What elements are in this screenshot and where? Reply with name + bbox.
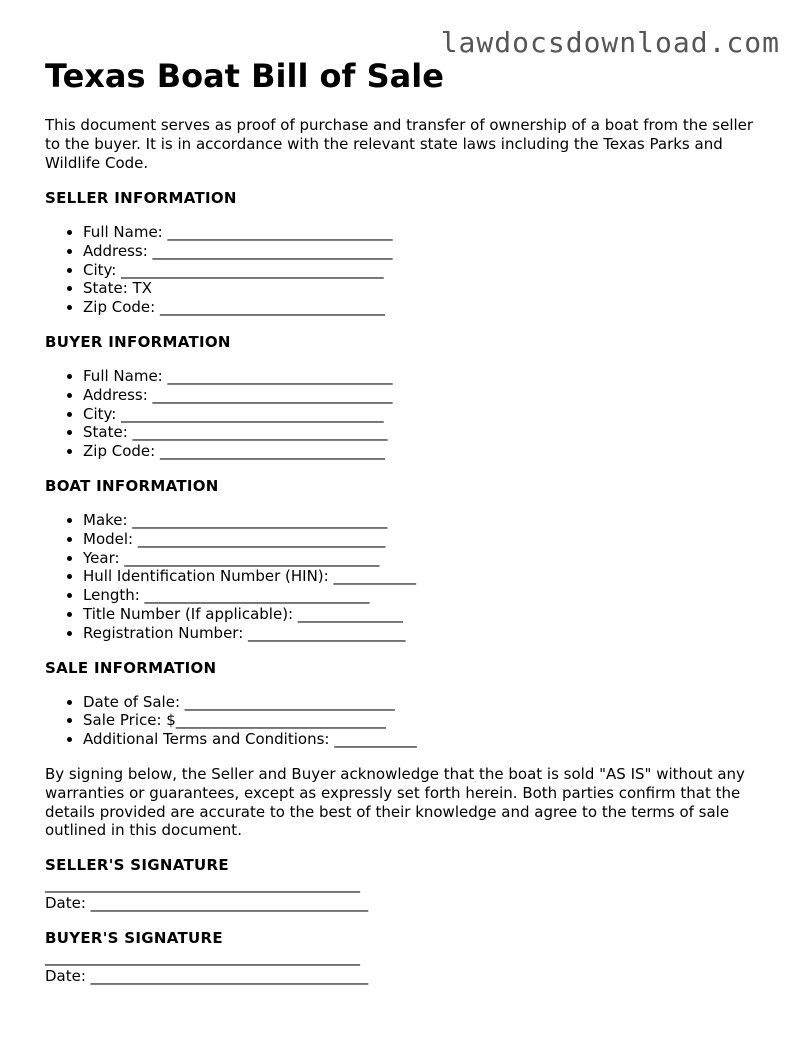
- sale-terms-field: • Additional Terms and Conditions: ___________: [83, 730, 765, 749]
- boat-model-field: • Model: _________________________________: [83, 530, 765, 549]
- page-title: Texas Boat Bill of Sale: [45, 57, 444, 95]
- seller-info-list: [45, 223, 765, 317]
- boat-year-field: • Year: __________________________________: [83, 549, 765, 568]
- buyer-full-name-field: • Full Name: ______________________________: [83, 367, 765, 386]
- seller-address-field: • Address: ________________________________: [83, 242, 765, 261]
- seller-signature-date: Date: _____________________________________: [45, 893, 369, 912]
- seller-signature-heading: SELLER'S SIGNATURE: [45, 856, 229, 875]
- boat-info-list: [45, 511, 765, 643]
- boat-make-field: • Make: __________________________________: [83, 511, 765, 530]
- buyer-state-field: • State: __________________________________: [83, 423, 765, 442]
- buyer-info-list: [45, 367, 765, 461]
- sale-info-heading: SALE INFORMATION: [45, 658, 217, 677]
- boat-title-number-field: • Title Number (If applicable): ______________: [83, 605, 765, 624]
- buyer-address-field: • Address: ________________________________: [83, 386, 765, 405]
- buyer-signature-date: Date: _____________________________________: [45, 966, 369, 985]
- buyer-signature-heading: BUYER'S SIGNATURE: [45, 928, 223, 947]
- buyer-signature-line: __________________________________________: [45, 947, 360, 966]
- sale-date-field: • Date of Sale: ____________________________: [83, 693, 765, 712]
- sale-info-list: [45, 693, 765, 749]
- boat-info-heading: BOAT INFORMATION: [45, 476, 219, 495]
- watermark: lawdocsdownload.com: [440, 26, 780, 59]
- closing-paragraph: By signing below, the Seller and Buyer acknowledge that the boat is sold "AS IS" without any warranties or guarantees, except as expressly set forth herein. Both parties confirm that the details provided are accurate to the best of their knowledge and agree to the terms of sale outlined in this document.: [45, 764, 745, 840]
- boat-length-field: • Length: ______________________________: [83, 586, 765, 605]
- seller-full-name-field: • Full Name: ______________________________: [83, 223, 765, 242]
- buyer-city-field: • City: ___________________________________: [83, 405, 765, 424]
- intro-paragraph: This document serves as proof of purchase and transfer of ownership of a boat from the seller to the buyer. It is in accordance with the relevant state laws including the Texas Parks and Wildlife Code.: [45, 116, 754, 172]
- seller-zip-field: • Zip Code: ______________________________: [83, 298, 765, 317]
- seller-info-heading: SELLER INFORMATION: [45, 189, 237, 207]
- document-page: [45, 56, 765, 985]
- seller-state-field: • State: TX: [83, 279, 765, 298]
- boat-registration-number-field: • Registration Number: _____________________: [83, 624, 765, 643]
- buyer-zip-field: • Zip Code: ______________________________: [83, 442, 765, 461]
- sale-price-field: • Sale Price: $____________________________: [83, 711, 765, 730]
- seller-signature-line: __________________________________________: [45, 875, 360, 894]
- buyer-info-heading: BUYER INFORMATION: [45, 332, 231, 351]
- seller-city-field: • City: ___________________________________: [83, 261, 765, 280]
- boat-hin-field: • Hull Identification Number (HIN): ___________: [83, 567, 765, 586]
